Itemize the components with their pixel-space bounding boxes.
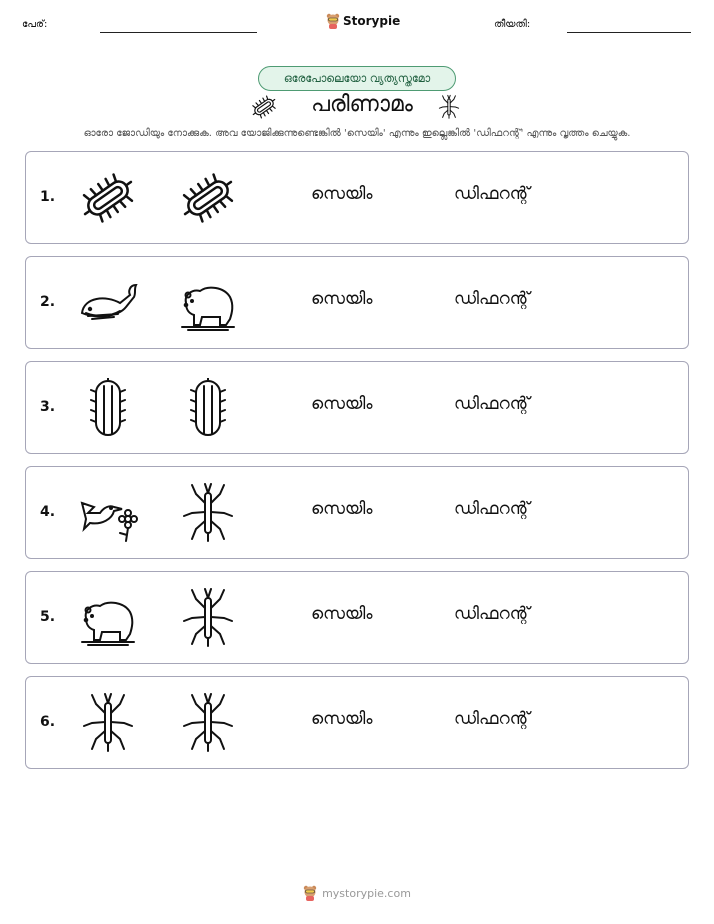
stick-insect-icon (176, 693, 240, 753)
same-option[interactable]: സെയിം (311, 289, 373, 309)
question-number: 2. (40, 294, 56, 310)
different-option[interactable]: ഡിഫറന്റ് (454, 289, 530, 309)
same-option[interactable]: സെയിം (311, 604, 373, 624)
cactus-icon (176, 378, 240, 438)
question-number: 6. (40, 714, 56, 730)
different-option[interactable]: ഡിഫറന്റ് (454, 499, 530, 519)
question-row-4 (25, 466, 689, 559)
different-option[interactable]: ഡിഫറന്റ് (454, 394, 530, 414)
question-number: 4. (40, 504, 56, 520)
page-title: പരിണാമം (311, 92, 413, 117)
cactus-icon (76, 378, 140, 438)
bear-mascot-icon (303, 885, 317, 901)
footer (0, 885, 714, 901)
bacteria-icon (76, 168, 140, 228)
whale-icon (76, 273, 140, 333)
same-option[interactable]: സെയിം (311, 709, 373, 729)
polar-bear-icon (76, 588, 140, 648)
date-label: തീയതി: (494, 19, 531, 30)
same-option[interactable]: സെയിം (311, 394, 373, 414)
question-row-2 (25, 256, 689, 349)
bacteria-icon (176, 168, 240, 228)
footer-url[interactable]: mystorypie.com (322, 886, 411, 900)
same-option[interactable]: സെയിം (311, 499, 373, 519)
name-label: പേര്: (22, 19, 48, 30)
brand-name: Storypie (343, 14, 401, 28)
instructions: ഓരോ ജോഡിയും നോക്കുക. അവ യോജിക്കുന്നുണ്ടെങ്കിൽ 'സെയിം' എന്നും ഇല്ലെങ്കിൽ 'ഡിഫറന്റ്' എന്നും വൃത്തം ചെയ്യുക. (83, 128, 631, 139)
different-option[interactable]: ഡിഫറന്റ് (454, 184, 530, 204)
question-row-1 (25, 151, 689, 244)
question-number: 1. (40, 189, 56, 205)
storypie-logo (326, 13, 400, 29)
stick-insect-icon (437, 92, 461, 122)
polar-bear-icon (176, 273, 240, 333)
bacteria-icon (250, 93, 278, 121)
worksheet-type-badge: ഒരേപോലെയോ വ്യത്യസ്തമോ (258, 66, 456, 91)
same-option[interactable]: സെയിം (311, 184, 373, 204)
different-option[interactable]: ഡിഫറന്റ് (454, 709, 530, 729)
question-row-6 (25, 676, 689, 769)
question-row-5 (25, 571, 689, 664)
name-field[interactable] (100, 32, 257, 33)
date-field[interactable] (567, 32, 691, 33)
stick-insect-icon (76, 693, 140, 753)
bear-mascot-icon (326, 13, 340, 29)
stick-insect-icon (176, 483, 240, 543)
question-number: 3. (40, 399, 56, 415)
different-option[interactable]: ഡിഫറന്റ് (454, 604, 530, 624)
hummingbird-icon (76, 483, 140, 543)
stick-insect-icon (176, 588, 240, 648)
question-row-3 (25, 361, 689, 454)
question-number: 5. (40, 609, 56, 625)
